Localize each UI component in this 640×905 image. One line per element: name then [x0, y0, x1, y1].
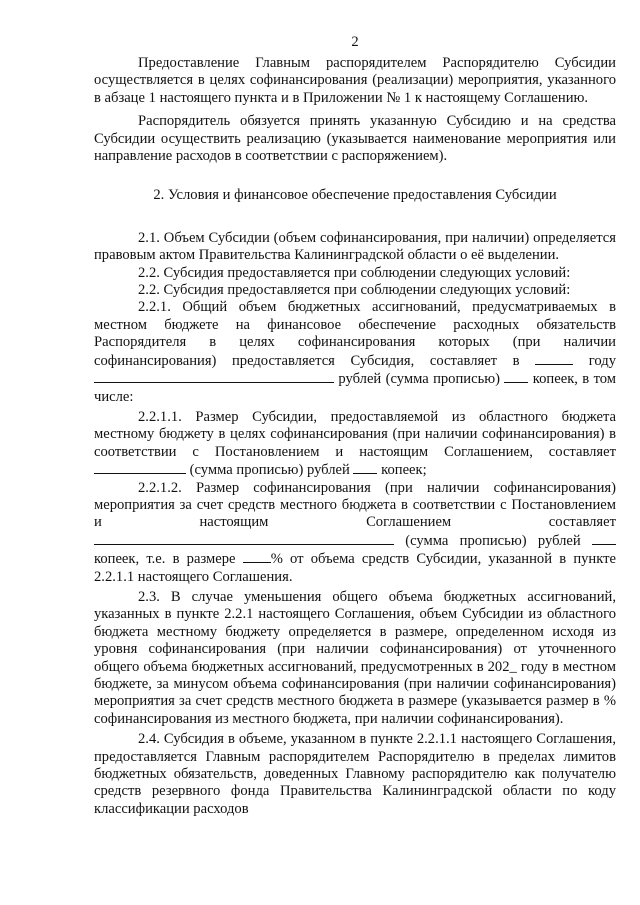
clause-2-2-1-2: [94, 480, 616, 586]
blank-cofin-rub: [94, 532, 394, 545]
clause-2-2-1-1-text-1: 2.2.1.1. Размер Субсидии, предоставляемой из областного бюджета местному бюджету в целях софинансирования (при наличии софинансирования) в соответствии с Постановлением и настоящим Соглашением, составляет: [94, 408, 616, 460]
clause-2-2-b: 2.2. Субсидия предоставляется при соблюдении следующих условий:: [138, 282, 571, 299]
blank-subsidy-kop: [353, 461, 377, 474]
clause-2-1: 2.1. Объем Субсидии (объем софинансирования, при наличии) определяется правовым актом Правительства Калининградской области о её выделении.: [94, 229, 616, 264]
clause-2-2-1-text-1: 2.2.1. Общий объем бюджетных ассигнований, предусматриваемых в местном бюджете на финансовое обеспечение расходных обязательств Распорядителя в целях софинансирования которых (при наличии софинансирования) предоставляется Субсидия, составляет в: [94, 299, 616, 369]
clause-2-2-1-text-2: году: [588, 352, 617, 369]
clause-2-2-1-1-text-3: копеек;: [381, 462, 427, 479]
page-number: 2: [351, 34, 359, 50]
clause-2-2-a: 2.2. Субсидия предоставляется при соблюдении следующих условий:: [138, 264, 571, 281]
blank-cofin-kop: [592, 532, 616, 545]
clause-2-2-1: [94, 299, 616, 405]
clause-2-2-1-1: [94, 409, 616, 480]
document-page: [94, 34, 616, 818]
blank-amount-kop: [504, 370, 528, 383]
clause-2-2-1-2-text-2: (сумма прописью) рублей: [405, 532, 581, 549]
clause-2-2-1-2-text-1: 2.2.1.2. Размер софинансирования (при наличии софинансирования) мероприятия за счет средств местного бюджета в соответствии с Постановлением и настоящим Соглашением составляет: [94, 479, 616, 531]
clause-2-2-1-1-text-2: (сумма прописью) рублей: [189, 462, 350, 479]
section-title: 2. Условия и финансовое обеспечение предоставления Субсидии: [153, 187, 557, 204]
clause-2-2-1-2-text-4: % от объема средств Субсидии, указанной в пункте 2.2.1.1 настоящего Соглашения.: [94, 551, 616, 585]
blank-subsidy-rub: [94, 461, 186, 474]
clause-2-2-1-text-3: рублей (сумма прописью): [338, 371, 500, 388]
clause-2-3: 2.3. В случае уменьшения общего объема бюджетных ассигнований, указанных в пункте 2.2.1 настоящего Соглашения, объем Субсидии из областного бюджета местному бюджету определяется в размере, определенном исходя из уровня софинансирования (при наличии софинансирования) от уточненного общего объема бюджетных ассигнований, предусмотренных в 202_ году в местном бюджете, за минусом объема софинансирования (при наличии софинансирования) мероприятия за счет средств местного бюджета в размере (указывается размер в % софинансирования из местного бюджета, при наличии софинансирования).: [94, 588, 616, 727]
intro-paragraph-1: Предоставление Главным распорядителем Распорядителю Субсидии осуществляется в целях софинансирования (реализации) мероприятия, указанного в абзаце 1 настоящего пункта и в Приложении № 1 к настоящему Соглашению.: [94, 55, 616, 106]
clause-2-2-1-2-text-3: копеек, т.е. в размере: [94, 551, 236, 568]
blank-year: [535, 352, 573, 365]
blank-cofin-percent: [243, 550, 271, 563]
clause-2-4: 2.4. Субсидия в объеме, указанном в пункте 2.2.1.1 настоящего Соглашения, предоставляется Главным распорядителем Распорядителю в пределах лимитов бюджетных обязательств, доведенных Главному распорядителю как получателю средств резервного фонда Правительства Калининградской области по коду классификации расходов: [94, 731, 616, 817]
clause-2-2-1-text-4: копеек, в том числе:: [94, 371, 617, 405]
blank-amount-rub: [94, 370, 334, 383]
intro-paragraph-2: Распорядитель обязуется принять указанную Субсидию и на средства Субсидии осуществить реализацию (указывается наименование мероприятия или направление расходов в соответствии с распоряжением).: [94, 113, 616, 165]
